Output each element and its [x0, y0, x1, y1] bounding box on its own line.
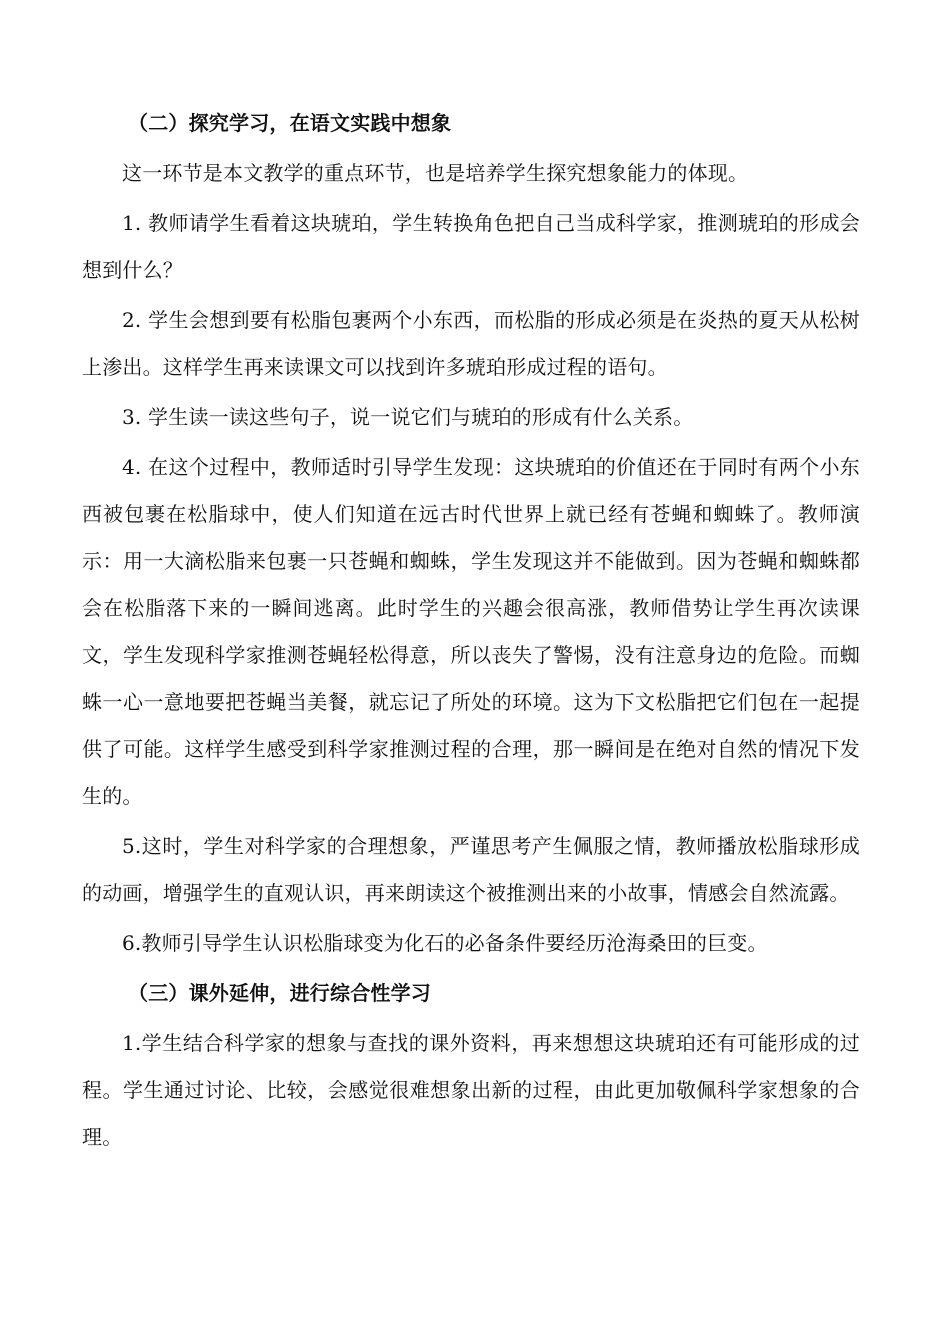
- list-item: 2. 学生会想到要有松脂包裹两个小东西，而松脂的形成必须是在炎热的夏天从松树上渗出。这样学生再来读课文可以找到许多琥珀形成过程的语句。: [82, 308, 860, 379]
- list-item: 4. 在这个过程中，教师适时引导学生发现：这块琥珀的价值还在于同时有两个小东西被包裹在松脂球中，使人们知道在远古时代世界上就已经有苍蝇和蜘蛛了。教师演示：用一大滴松脂来包裹一只苍蝇和蜘蛛，学生发现这并不能做到。因为苍蝇和蜘蛛都会在松脂落下来的一瞬间逃离。此时学生的兴趣会很高涨，教师借势让学生再次读课文，学生发现科学家推测苍蝇轻松得意，所以丧失了警惕，没有注意身边的危险。而蜘蛛一心一意地要把苍蝇当美餐，就忘记了所处的环境。这为下文松脂把它们包在一起提供了可能。这样学生感受到科学家推测过程的合理，那一瞬间是在绝对自然的情况下发生的。: [82, 455, 860, 808]
- section-two-heading: （二）探究学习，在语文实践中想象: [128, 111, 452, 135]
- list-item: 1.学生结合科学家的想象与查找的课外资料，再来想想这块琥珀还有可能形成的过程。学生通过讨论、比较，会感觉很难想象出新的过程，由此更加敬佩科学家想象的合理。: [82, 1031, 860, 1149]
- list-item: 1. 教师请学生看着这块琥珀，学生转换角色把自己当成科学家，推测琥珀的形成会想到什么？: [82, 211, 860, 282]
- list-item: 3. 学生读一读这些句子，说一说它们与琥珀的形成有什么关系。: [122, 405, 694, 429]
- section-two-intro: 这一环节是本文教学的重点环节，也是培养学生探究想象能力的体现。: [122, 161, 749, 185]
- section-three-heading: （三）课外延伸，进行综合性学习: [128, 981, 431, 1005]
- list-item: 6.教师引导学生认识松脂球变为化石的必备条件要经历沧海桑田的巨变。: [122, 931, 768, 955]
- document-content: [82, 100, 860, 1164]
- list-item: 5.这时，学生对科学家的合理想象，严谨思考产生佩服之情，教师播放松脂球形成的动画，增强学生的直观认识，再来朗读这个被推测出来的小故事，情感会自然流露。: [82, 834, 860, 905]
